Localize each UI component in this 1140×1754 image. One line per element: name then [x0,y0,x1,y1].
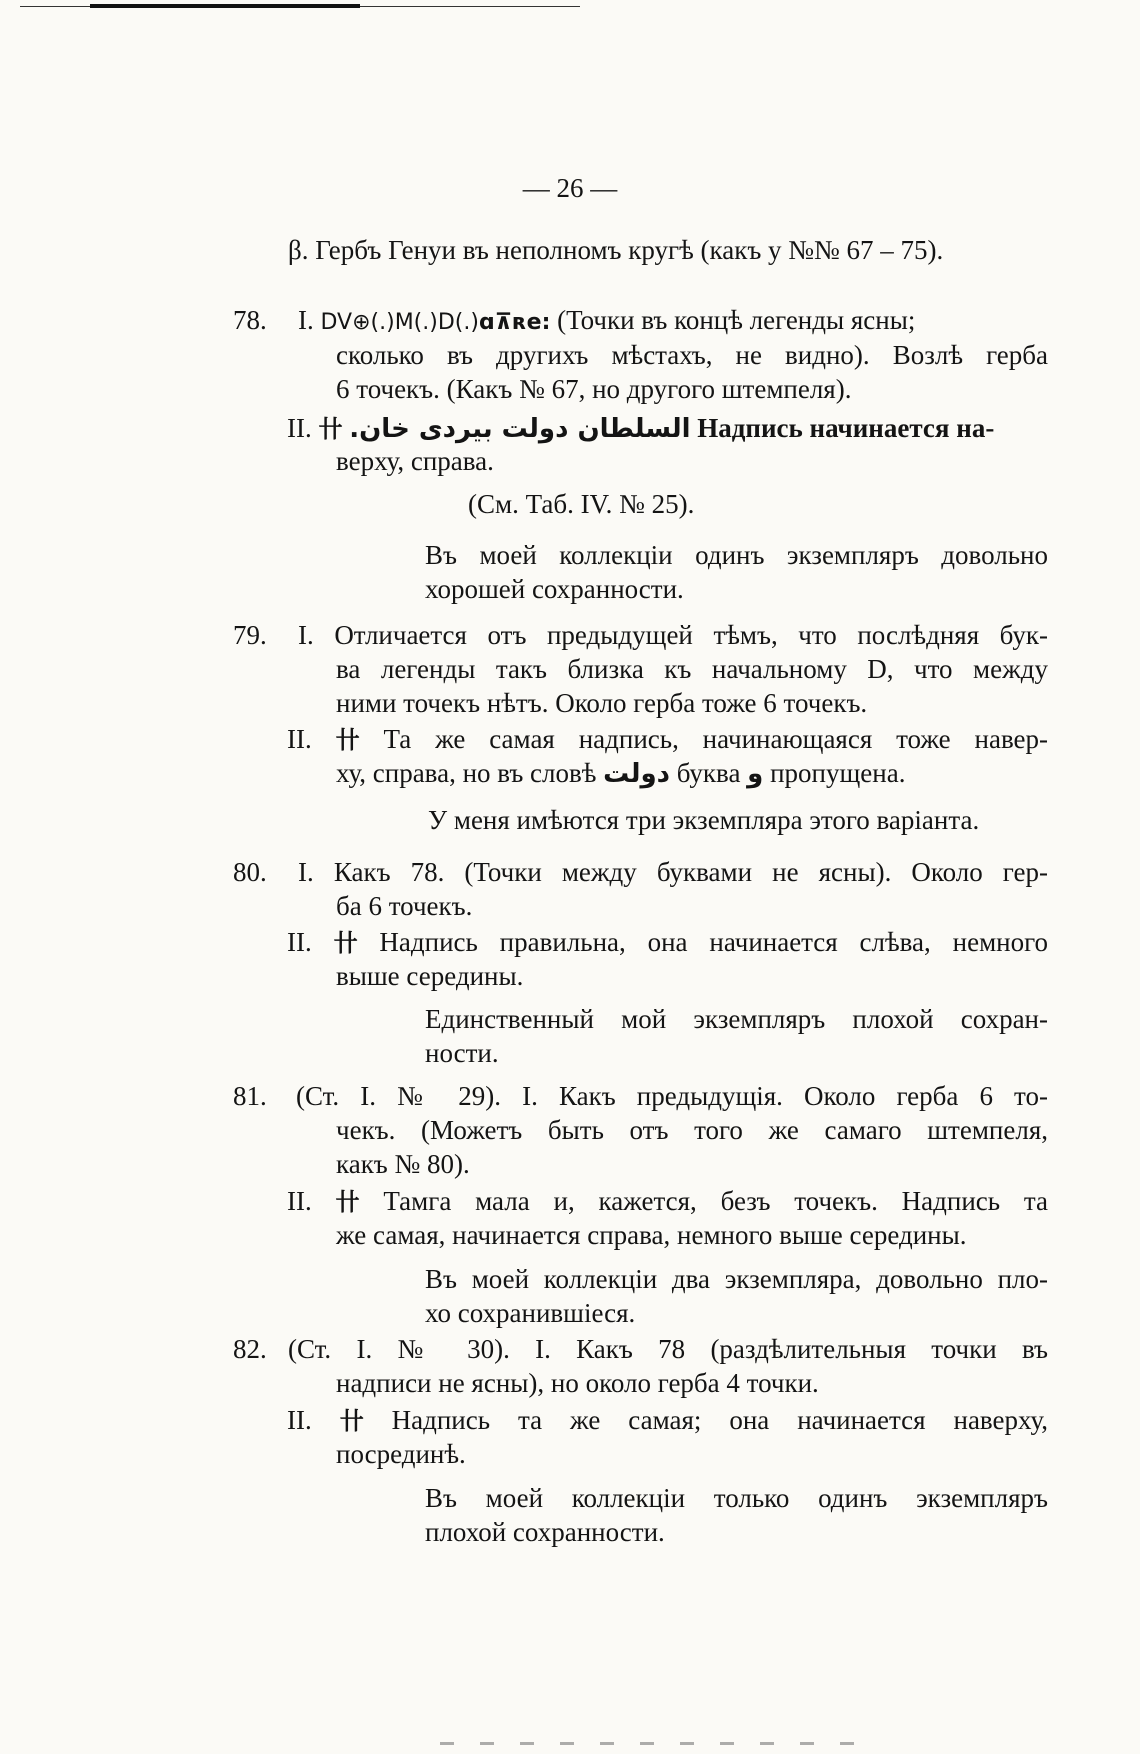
section-heading-text: Гербъ Генуи въ неполномъ кругѣ (какъ у №№ 67 – 75). [315,235,944,265]
entry-78-note-line-1: Въ моей коллекціи одинъ экземпляръ довольно [425,540,1048,570]
scan-artifact-top [20,4,580,9]
reverse-text: Надпись начинается на- [697,413,995,443]
reverse-text: Надпись правильна, она начинается слѣва, немного [379,927,1049,957]
entry-80-reverse-line-2: выше середины. [336,961,524,991]
entry-78-reverse-line-1 [287,413,1048,445]
entry-number-81: 81. [233,1081,267,1111]
reverse-text: пропущена. [770,758,906,788]
tamga-icon: 卄 [339,1407,364,1435]
entry-81-reverse-line-2: же самая, начинается справа, немного выше середины. [336,1220,967,1250]
reverse-text: Надпись та же самая; она начинается наверху, [391,1405,1049,1435]
reverse-text: Та же самая надпись, начинающаяся тоже навер- [383,724,1049,754]
scan-artifact-bottom [440,1742,860,1745]
reverse-label: II. [287,724,312,754]
legend-gothic: ɑ⊼ʀe: [478,310,551,335]
entry-number-82: 82. [233,1334,267,1364]
obverse-label: I. [298,305,314,335]
entry-number-80: 80. [233,857,267,887]
reverse-text: Тамга мала и, кажется, безъ точекъ. Надпись та [383,1186,1049,1216]
arabic-inscription: السلطان دولت بيردى خان. [349,414,691,444]
entry-80-obverse-line-2: ба 6 точекъ. [336,891,473,921]
entry-81-obverse-line-1: (Ст. I. № 29). I. Какъ предыдущія. Около герба 6 то- [296,1081,1048,1111]
entry-82-obverse-line-1: (Ст. I. № 30). I. Какъ 78 (раздѣлительныя точки въ [288,1334,1048,1364]
entry-82-note-line-2: плохой сохранности. [425,1517,665,1547]
entry-number-79: 79. [233,620,267,650]
plate-reference: (См. Таб. IV. № 25). [468,489,695,519]
tamga-icon: 卄 [318,415,343,443]
entry-82-reverse-line-1 [287,1405,1048,1437]
entry-79-reverse-line-1 [287,724,1048,756]
obverse-text: Какъ 78. (Точки между буквами не ясны). Около гер- [333,857,1049,887]
entry-79-obverse-line-3: ними точекъ нѣтъ. Около герба тоже 6 точекъ. [336,688,868,718]
entry-78-note-line-2: хорошей сохранности. [425,574,684,604]
entry-81-obverse-line-3: какъ № 80). [336,1149,470,1179]
arabic-letter: و [747,759,764,789]
entry-81-reverse-line-1 [287,1186,1048,1218]
obverse-text: Отличается отъ предыдущей тѣмъ, что послѣдняя бук- [334,620,1048,650]
entry-78-obverse-line-1 [298,305,1048,337]
entry-80-note-line-2: ности. [425,1038,499,1068]
section-heading [288,235,1048,267]
obverse-text: (Точки въ концѣ легенды ясны; [557,305,916,335]
tamga-icon: 卄 [335,726,360,754]
entry-81-obverse-line-2: чекъ. (Можетъ быть отъ того же самаго штемпеля, [336,1115,1048,1145]
entry-79-note: У меня имѣются три экземпляра этого варіанта. [428,805,980,835]
entry-80-obverse-line-1 [298,857,1048,889]
entry-82-obverse-line-2: надписи не ясны), но около герба 4 точки. [336,1368,819,1398]
page-number: — 26 — [522,173,618,203]
reverse-label: II. [287,1405,312,1435]
entry-81-note-line-1: Въ моей коллекціи два экземпляра, довольно пло- [425,1264,1048,1294]
obverse-label: I. [298,620,314,650]
section-marker: β. [288,235,309,265]
entry-82-reverse-line-2: посрединѣ. [336,1439,466,1469]
entry-79-obverse-line-1 [298,620,1048,652]
tamga-icon: 卄 [333,929,358,957]
entry-78-obverse-line-2: сколько въ другихъ мѣстахъ, не видно). Возлѣ герба [336,340,1048,370]
arabic-word: دولت [603,759,670,789]
entry-78-obverse-line-3: 6 точекъ. (Какъ № 67, но другого штемпеля). [336,374,852,404]
entry-79-obverse-line-2: ва легенды такъ близка къ начальному D, что между [336,654,1048,684]
entry-80-note-line-1: Единственный мой экземпляръ плохой сохран- [425,1004,1048,1034]
obverse-label: I. [298,857,314,887]
entry-79-reverse-line-2 [336,758,905,790]
legend-latin: DV⊕(.)M(.)D(.) [320,310,479,335]
entry-80-reverse-line-1 [287,927,1048,959]
tamga-icon: 卄 [335,1188,360,1216]
entry-78-reverse-line-2: верху, справа. [336,446,494,476]
entry-81-note-line-2: хо сохранившіеся. [425,1298,636,1328]
reverse-text: буква [676,758,741,788]
reverse-text: ху, справа, но въ словѣ [336,758,597,788]
entry-82-note-line-1: Въ моей коллекціи только одинъ экземпляръ [425,1483,1048,1513]
reverse-label: II. [287,927,312,957]
reverse-label: II. [287,1186,312,1216]
reverse-label: II. [287,413,312,443]
entry-number-78: 78. [233,305,267,335]
